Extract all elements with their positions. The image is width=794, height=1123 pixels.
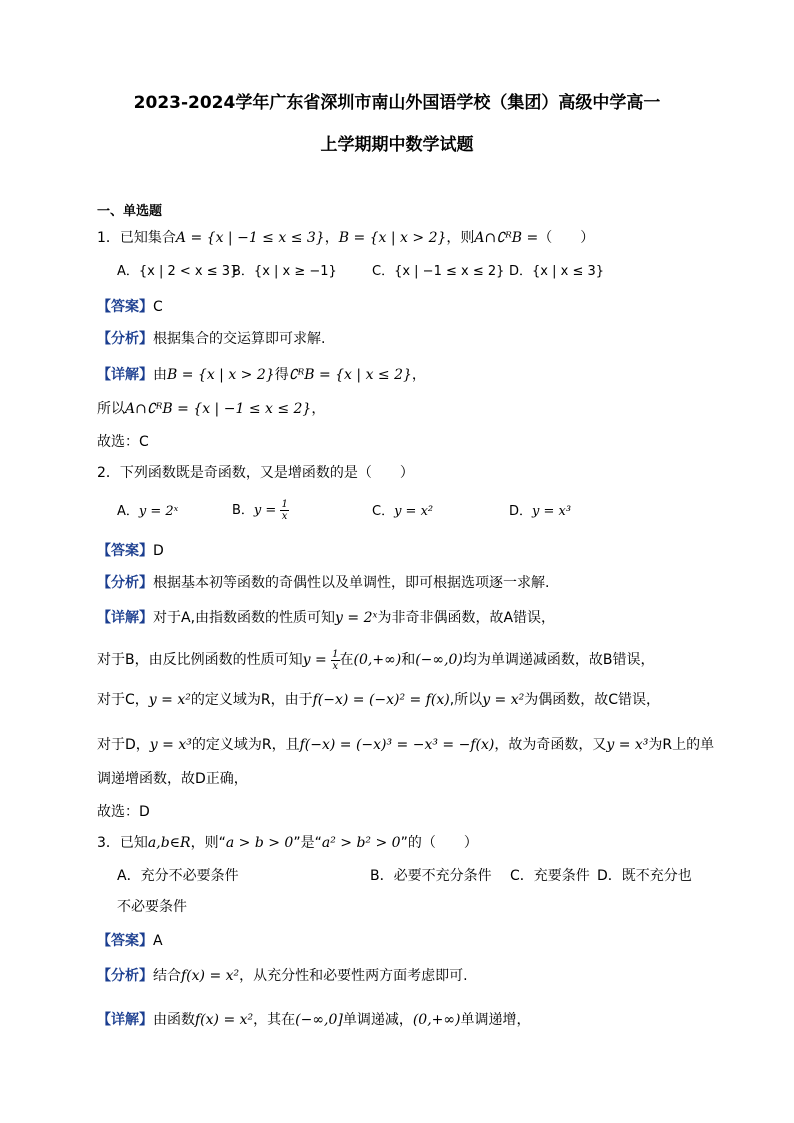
q2-option-c bbox=[372, 502, 433, 522]
q3-stem-text: 3．已知 bbox=[97, 835, 148, 851]
q2-option-letter: C． bbox=[372, 504, 395, 519]
q2-detail-text: ，故为奇函数，又 bbox=[494, 737, 607, 753]
q2-option-math: y = bbox=[253, 503, 277, 518]
q2-detail-math: (−∞,0) bbox=[415, 652, 463, 668]
q1-conclusion: 故选：C bbox=[97, 434, 149, 450]
q2-detail-math: y = 2ˣ bbox=[335, 610, 378, 626]
q2-detail-text: 的定义域为R，且 bbox=[191, 737, 300, 753]
q1-detail-text: 由 bbox=[153, 367, 167, 383]
q2-analysis bbox=[97, 573, 549, 593]
q3-detail-text: 单调递增， bbox=[460, 1012, 531, 1028]
q2-detail-text: 均为单调递减函数，故B错误， bbox=[462, 652, 655, 668]
answer-label: 【答案】 bbox=[97, 933, 153, 949]
q2-detail-text: 对于C， bbox=[97, 692, 149, 708]
detail-label: 【详解】 bbox=[97, 1012, 153, 1028]
q1-expr: A∩∁ᴿB = bbox=[474, 230, 539, 246]
q3-stem-text: ”是“ bbox=[293, 835, 322, 851]
page-title-line1: 2023-2024学年广东省深圳市南山外国语学校（集团）高级中学高一 bbox=[133, 93, 661, 113]
q2-detail-b bbox=[97, 644, 655, 676]
q1-detail-text: ， bbox=[411, 367, 426, 383]
q3-detail-text: 单调递减， bbox=[342, 1012, 413, 1028]
q2-detail-math: y = x² bbox=[148, 692, 191, 708]
q2-detail-math: f(−x) = (−x)² = f(x) bbox=[312, 692, 450, 708]
q2-detail-text: 对于D， bbox=[97, 737, 150, 753]
q3-stem-math: a,b∈R bbox=[147, 835, 191, 851]
q3-answer bbox=[97, 931, 163, 951]
fraction bbox=[280, 499, 288, 522]
q3-stem-text: ”的（ ） bbox=[400, 835, 478, 851]
q2-detail-a bbox=[97, 608, 555, 628]
q2-detail-text: 的定义域为R，由于 bbox=[190, 692, 313, 708]
q3-analysis-math: f(x) = x² bbox=[181, 968, 240, 984]
q2-detail-text: ,所以 bbox=[449, 692, 483, 708]
fraction-denominator: x bbox=[332, 660, 339, 672]
q2-option-math: y = 2ˣ bbox=[138, 504, 179, 519]
q2-detail-text: 对于A,由指数函数的性质可知 bbox=[153, 610, 336, 626]
q2-stem: 2．下列函数既是奇函数，又是增函数的是（ ） bbox=[97, 465, 414, 481]
q1-comma: ， bbox=[324, 230, 339, 246]
answer-label: 【答案】 bbox=[97, 543, 153, 559]
q2-detail-text: 为非奇非偶函数，故A错误， bbox=[377, 610, 556, 626]
q1-analysis-text: 根据集合的交运算即可求解. bbox=[153, 331, 326, 347]
section-heading: 一、单选题 bbox=[97, 204, 163, 219]
q3-detail-text: 由函数 bbox=[153, 1012, 195, 1028]
fraction-numerator: 1 bbox=[332, 648, 339, 660]
q2-option-math: y = x³ bbox=[532, 504, 572, 519]
q1-detail-math: ∁ᴿB = {x | x ≤ 2} bbox=[288, 367, 412, 383]
q2-detail-text: 对于B，由反比例函数的性质可知 bbox=[97, 652, 303, 668]
q1-option-b: B．{x | x ≥ −1} bbox=[232, 264, 337, 279]
q1-stem-pre: 1．已知集合 bbox=[97, 230, 176, 246]
q2-answer bbox=[97, 541, 164, 561]
q2-detail-text: 在 bbox=[339, 652, 354, 668]
q3-stem-text: ，则“ bbox=[190, 835, 226, 851]
analysis-label: 【分析】 bbox=[97, 968, 153, 984]
fraction-denominator: x bbox=[281, 511, 288, 522]
q1-detail-1 bbox=[97, 365, 426, 385]
q2-detail-text: 为偶函数，故C错误， bbox=[524, 692, 661, 708]
q1-stem bbox=[97, 228, 594, 248]
q2-option-d bbox=[509, 502, 571, 522]
q1-analysis bbox=[97, 329, 325, 349]
q3-detail-text: ，其在 bbox=[253, 1012, 296, 1028]
q2-detail-math: y = x³ bbox=[149, 737, 192, 753]
fraction-numerator: 1 bbox=[281, 499, 288, 510]
q3-analysis-text: 结合 bbox=[153, 968, 181, 984]
q2-detail-d-cont: 调递增函数，故D正确， bbox=[97, 771, 248, 787]
q1-detail-math: A∩∁ᴿB = {x | −1 ≤ x ≤ 2} bbox=[125, 401, 312, 417]
q2-detail-math: y = bbox=[302, 652, 327, 668]
q2-detail-math: f(−x) = (−x)³ = −x³ = −f(x) bbox=[299, 737, 495, 753]
q3-detail-math: (−∞,0] bbox=[295, 1012, 343, 1028]
q1-option-d: D．{x | x ≤ 3} bbox=[509, 264, 605, 279]
q2-detail-c bbox=[97, 690, 660, 710]
q1-option-c: C．{x | −1 ≤ x ≤ 2} bbox=[372, 264, 505, 279]
fraction bbox=[331, 649, 339, 672]
q1-set-b: B = {x | x > 2} bbox=[338, 230, 447, 246]
q2-option-b bbox=[232, 496, 289, 526]
q3-answer-value: A bbox=[153, 933, 163, 949]
q1-set-a: A = {x | −1 ≤ x ≤ 3} bbox=[175, 230, 325, 246]
q3-analysis-text: ，从充分性和必要性两方面考虑即可. bbox=[239, 968, 468, 984]
analysis-label: 【分析】 bbox=[97, 331, 153, 347]
q2-option-a bbox=[117, 502, 178, 522]
q1-detail-2 bbox=[97, 399, 325, 419]
q3-option-d-cont: 不必要条件 bbox=[117, 899, 187, 915]
q2-answer-value: D bbox=[153, 543, 164, 559]
q1-answer bbox=[97, 297, 163, 317]
q2-option-letter: A． bbox=[117, 504, 139, 519]
q3-analysis bbox=[97, 966, 468, 986]
q2-option-letter: B． bbox=[232, 503, 254, 518]
q1-stem-end: （ ） bbox=[538, 230, 595, 246]
analysis-label: 【分析】 bbox=[97, 575, 153, 591]
q2-detail-text: 和 bbox=[401, 652, 416, 668]
q3-option-a: A．充分不必要条件 bbox=[117, 868, 239, 884]
q3-detail bbox=[97, 1010, 531, 1030]
q2-analysis-text: 根据基本初等函数的奇偶性以及单调性，即可根据选项逐一求解. bbox=[153, 575, 550, 591]
q1-detail-text: ， bbox=[311, 401, 326, 417]
q2-option-math: y = x² bbox=[394, 504, 434, 519]
q1-detail-text: 所以 bbox=[97, 401, 125, 417]
q2-detail-math: y = x² bbox=[482, 692, 525, 708]
q2-detail-math: (0,+∞) bbox=[353, 652, 402, 668]
q2-detail-math: y = x³ bbox=[606, 737, 649, 753]
q3-option-c: C．充要条件 bbox=[510, 868, 590, 884]
detail-label: 【详解】 bbox=[97, 610, 153, 626]
q3-stem-math: a > b > 0 bbox=[225, 835, 294, 851]
q3-stem bbox=[97, 833, 478, 853]
q1-option-a: A．{x | 2 < x ≤ 3} bbox=[117, 264, 239, 279]
q2-detail-d bbox=[97, 735, 714, 755]
q1-stem-mid: ，则 bbox=[446, 230, 475, 246]
q1-detail-text: 得 bbox=[274, 367, 289, 383]
page-title-line2: 上学期期中数学试题 bbox=[320, 135, 474, 155]
detail-label: 【详解】 bbox=[97, 367, 153, 383]
q3-option-b: B．必要不充分条件 bbox=[370, 868, 492, 884]
answer-label: 【答案】 bbox=[97, 299, 153, 315]
q3-stem-math: a² > b² > 0 bbox=[321, 835, 401, 851]
q2-option-letter: D． bbox=[509, 504, 533, 519]
q3-option-d: D．既不充分也 bbox=[597, 868, 692, 884]
q3-detail-math: f(x) = x² bbox=[195, 1012, 254, 1028]
q2-conclusion: 故选：D bbox=[97, 804, 150, 820]
q2-detail-text: 为R上的单 bbox=[648, 737, 715, 753]
q1-detail-math: B = {x | x > 2} bbox=[167, 367, 275, 383]
q1-answer-value: C bbox=[153, 299, 163, 315]
q3-detail-math: (0,+∞) bbox=[412, 1012, 461, 1028]
